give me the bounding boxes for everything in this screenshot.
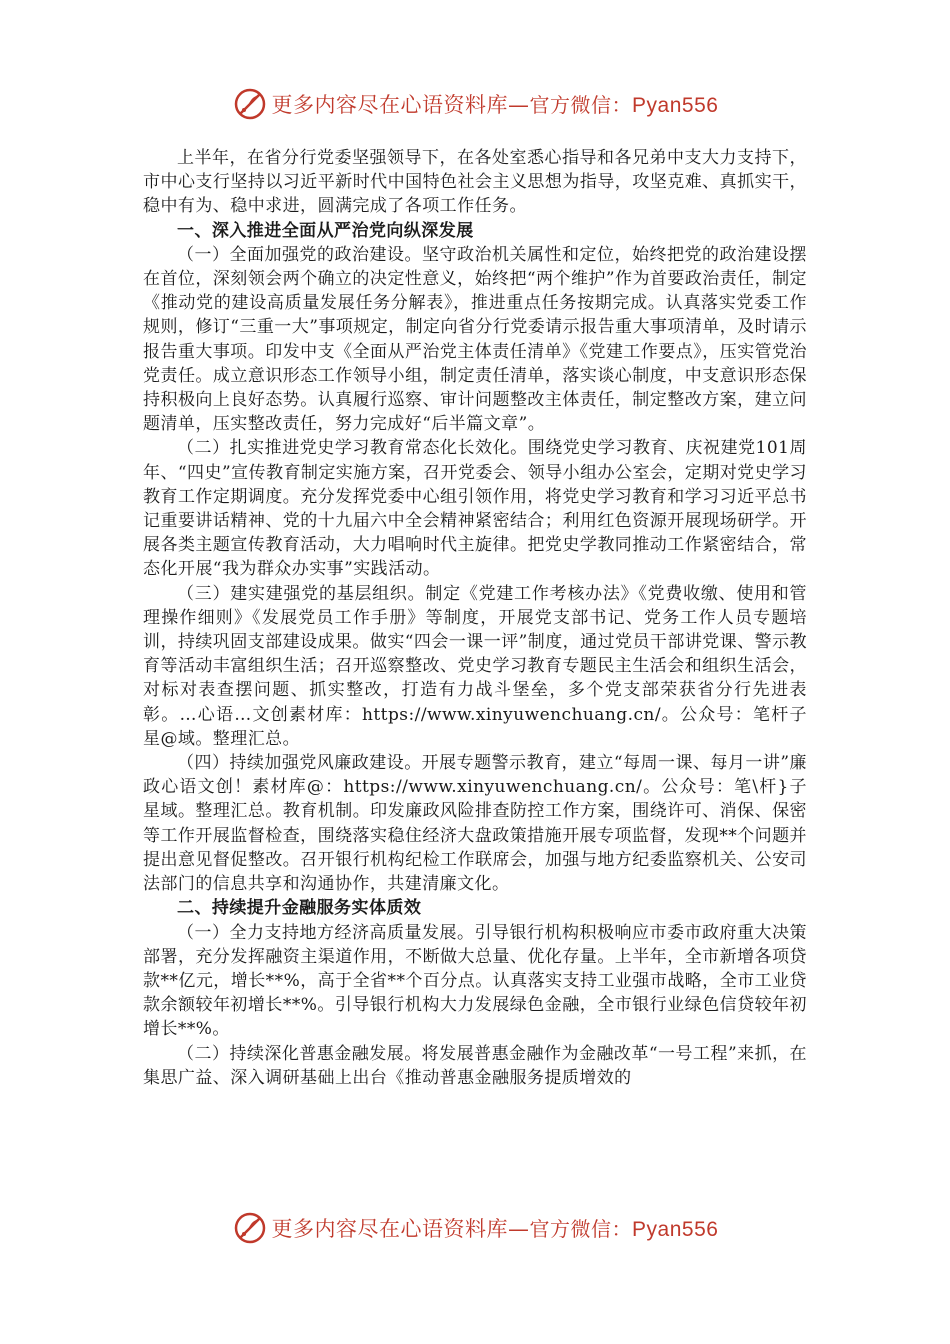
intro-paragraph: 上半年，在省分行党委坚强领导下，在各处室悉心指导和各兄弟中支大力支持下，市中心支行坚持以习近平新时代中国特色社会主义思想为指导，攻坚克难、真抓实干，稳中有为、稳中求进，圆满完成了各项工作任务。 — [143, 148, 807, 217]
banner-wechat-id: Pyan556 — [632, 1218, 719, 1241]
paragraph: （一）全面加强党的政治建设。坚守政治机关属性和定位，始终把党的政治建设摆在首位，深刻领会两个确立的决定性意义，始终把“两个维护”作为首要政治责任，制定《推动党的建设高质量发展任务分解表》，推进重点任务按期完成。认真落实党委工作规则，修订“三重一大”事项规定，制定向省分行党委请示报告重大事项清单，及时请示报告重大事项。印发中支《全面从严治党主体责任清单》《党建工作要点》，压实管党治党责任。成立意识形态工作领导小组，制定责任清单，落实谈心制度，中支意识形态保持积极向上良好态势。认真履行巡察、审计问题整改主体责任，制定整改方案，建立问题清单，压实整改责任，努力完成好“后半篇文章”。 — [143, 244, 807, 435]
quill-logo-icon — [232, 86, 268, 122]
section-heading: 一、深入推进全面从严治党向纵深发展 — [177, 220, 474, 241]
quill-logo-icon — [232, 1210, 268, 1246]
paragraph: （二）扎实推进党史学习教育常态化长效化。围绕党史学习教育、庆祝建党101周年、“四史”宣传教育制定实施方案，召开党委会、领导小组办公室会，定期对党史学习教育工作定期调度。充分发挥党委中心组引领作用，将党史学习教育和学习习近平总书记重要讲话精神、党的十九届六中全会精神紧密结合；利用红色资源开展现场研学。开展各类主题宣传教育活动，大力唱响时代主旋律。把党史学教同推动工作紧密结合，常态化开展“我为群众办实事”实践活动。 — [143, 438, 807, 580]
banner-wechat-id: Pyan556 — [632, 94, 719, 117]
paragraph: （三）建实建强党的基层组织。制定《党建工作考核办法》《党费收缴、使用和管理操作细则》《发展党员工作手册》等制度，开展党支部书记、党务工作人员专题培训，持续巩固支部建设成果。做实“四会一课一评”制度，通过党员干部讲党课、警示教育等活动丰富组织生活；召开巡察整改、党史学习教育专题民主生活会和组织生活会，对标对表查摆问题、抓实整改，打造有力战斗堡垒，多个党支部荣获省分行先进表彰。…心语…文创素材库：https://www.xinyuwenchuang.cn/。公众号：笔杆子星@域。整理汇总。 — [143, 583, 807, 749]
banner-brand: 更多内容尽在心语资料库 — [271, 1217, 509, 1241]
paragraph: （二）持续深化普惠金融发展。将发展普惠金融作为金融改革“一号工程”来抓，在集思广益、深入调研基础上出台《推动普惠金融服务提质增效的 — [143, 1043, 807, 1088]
banner-separator: — — [508, 93, 530, 117]
banner-brand: 更多内容尽在心语资料库 — [271, 93, 509, 117]
banner-official-label: 官方微信： — [529, 93, 633, 117]
banner-text — [272, 1213, 719, 1243]
banner-official-label: 官方微信： — [529, 1217, 633, 1241]
banner-text — [272, 89, 719, 119]
footer-banner — [0, 1208, 950, 1248]
paragraph: （四）持续加强党风廉政建设。开展专题警示教育，建立“每周一课、每月一讲”廉政心语文创！素材库@：https://www.xinyuwenchuang.cn/。公众号：笔\杆}子星域。整理汇总。教育机制。印发廉政风险排查防控工作方案，围绕许可、消保、保密等工作开展监督检查，围绕落实稳住经济大盘政策措施开展专项监督，发现**个问题并提出意见督促整改。召开银行机构纪检工作联席会，加强与地方纪委监察机关、公安司法部门的信息共享和沟通协作，共建清廉文化。 — [143, 753, 807, 895]
banner-separator: — — [508, 1217, 530, 1241]
section-heading: 二、持续提升金融服务实体质效 — [177, 898, 422, 919]
document-body — [143, 146, 807, 1090]
header-banner — [0, 84, 950, 124]
paragraph: （一）全力支持地方经济高质量发展。引导银行机构积极响应市委市政府重大决策部署，充分发挥融资主渠道作用，不断做大总量、优化存量。上半年，全市新增各项贷款**亿元，增长**%，高于全省**个百分点。认真落实支持工业强市战略，全市工业贷款余额较年初增长**%。引导银行机构大力发展绿色金融，全市银行业绿色信贷较年初增长**%。 — [143, 922, 807, 1040]
